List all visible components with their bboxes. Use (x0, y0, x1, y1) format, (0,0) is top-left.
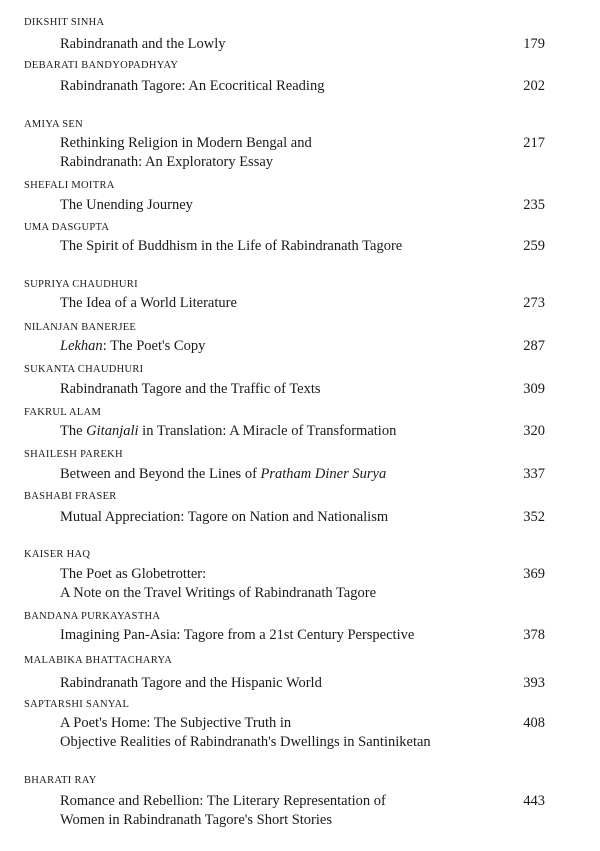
page-number: 287 (523, 338, 545, 354)
title-text: : The Poet's Copy (102, 338, 206, 354)
title-text: A Note on the Travel Writings of Rabindranath Tagore (60, 585, 377, 601)
page-number: 408 (523, 715, 545, 731)
author-name: MALABIKA BHATTACHARYA (24, 655, 173, 666)
page-number: 378 (523, 627, 545, 643)
page-number: 352 (523, 509, 545, 525)
chapter-title-line (60, 77, 324, 95)
author-name: FAKRUL ALAM (24, 407, 102, 418)
title-text: Rabindranath Tagore and the Hispanic World (60, 675, 322, 691)
chapter-title-line (60, 134, 312, 152)
author-name: SUPRIYA CHAUDHURI (24, 279, 138, 290)
chapter-title-line (60, 508, 388, 526)
title-text: Rabindranath Tagore and the Traffic of Texts (60, 381, 321, 397)
title-text: The Spirit of Buddhism in the Life of Rabindranath Tagore (60, 238, 403, 254)
chapter-title-line (60, 237, 402, 255)
title-text: A Poet's Home: The Subjective Truth in (60, 715, 292, 731)
author-name: BASHABI FRASER (24, 491, 117, 502)
title-text: The Poet as Globetrotter: (60, 566, 207, 582)
title-text: Romance and Rebellion: The Literary Representation of (60, 793, 386, 809)
chapter-title-line (60, 674, 322, 692)
page-number: 259 (523, 238, 545, 254)
author-name: SUKANTA CHAUDHURI (24, 364, 144, 375)
chapter-title-line (60, 422, 396, 440)
chapter-title-line (60, 465, 386, 483)
title-text: Rabindranath: An Exploratory Essay (60, 154, 274, 170)
author-name: AMIYA SEN (24, 119, 83, 130)
chapter-title-line (60, 35, 226, 53)
title-text: The Unending Journey (60, 197, 193, 213)
chapter-title-line (60, 733, 431, 751)
page-number: 202 (523, 78, 545, 94)
page-number: 273 (523, 295, 545, 311)
chapter-title-line (60, 714, 291, 732)
author-name: DEBARATI BANDYOPADHYAY (24, 60, 179, 71)
author-name: NILANJAN BANERJEE (24, 322, 137, 333)
chapter-title-line (60, 811, 332, 829)
page-number: 369 (523, 566, 545, 582)
title-text: in Translation: A Miracle of Transformation (138, 423, 397, 439)
chapter-title-line (60, 294, 237, 312)
author-name: BHARATI RAY (24, 775, 97, 786)
author-name: DIKSHIT SINHA (24, 17, 105, 28)
author-name: BANDANA PURKAYASTHA (24, 611, 161, 622)
title-text: Rethinking Religion in Modern Bengal and (60, 135, 312, 151)
title-text: Imagining Pan-Asia: Tagore from a 21st Century Perspective (60, 627, 415, 643)
title-text: Rabindranath and the Lowly (60, 36, 226, 52)
chapter-title-line (60, 792, 386, 810)
title-text: Gitanjali (86, 423, 139, 439)
title-text: Objective Realities of Rabindranath's Dwellings in Santiniketan (60, 734, 431, 750)
chapter-title-line (60, 584, 376, 602)
chapter-title-line (60, 153, 273, 171)
title-text: Lekhan (60, 338, 103, 354)
page-number: 179 (523, 36, 545, 52)
title-text: Mutual Appreciation: Tagore on Nation and Nationalism (60, 509, 389, 525)
page-number: 320 (523, 423, 545, 439)
page-number: 235 (523, 197, 545, 213)
chapter-title-line (60, 196, 193, 214)
title-text: The (60, 423, 87, 439)
author-name: SHEFALI MOITRA (24, 180, 115, 191)
page-number: 309 (523, 381, 545, 397)
title-text: Rabindranath Tagore: An Ecocritical Reading (60, 78, 325, 94)
chapter-title-line (60, 626, 414, 644)
page-number: 443 (523, 793, 545, 809)
title-text: Pratham Diner Surya (260, 466, 387, 482)
title-text: Between and Beyond the Lines of (60, 466, 261, 482)
chapter-title-line (60, 337, 205, 355)
page-number: 217 (523, 135, 545, 151)
author-name: SHAILESH PAREKH (24, 449, 123, 460)
author-name: UMA DASGUPTA (24, 222, 110, 233)
title-text: The Idea of a World Literature (60, 295, 237, 311)
page-number: 393 (523, 675, 545, 691)
author-name: KAISER HAQ (24, 549, 91, 560)
chapter-title-line (60, 565, 206, 583)
title-text: Women in Rabindranath Tagore's Short Stories (60, 812, 332, 828)
page-number: 337 (523, 466, 545, 482)
author-name: SAPTARSHI SANYAL (24, 699, 130, 710)
chapter-title-line (60, 380, 321, 398)
